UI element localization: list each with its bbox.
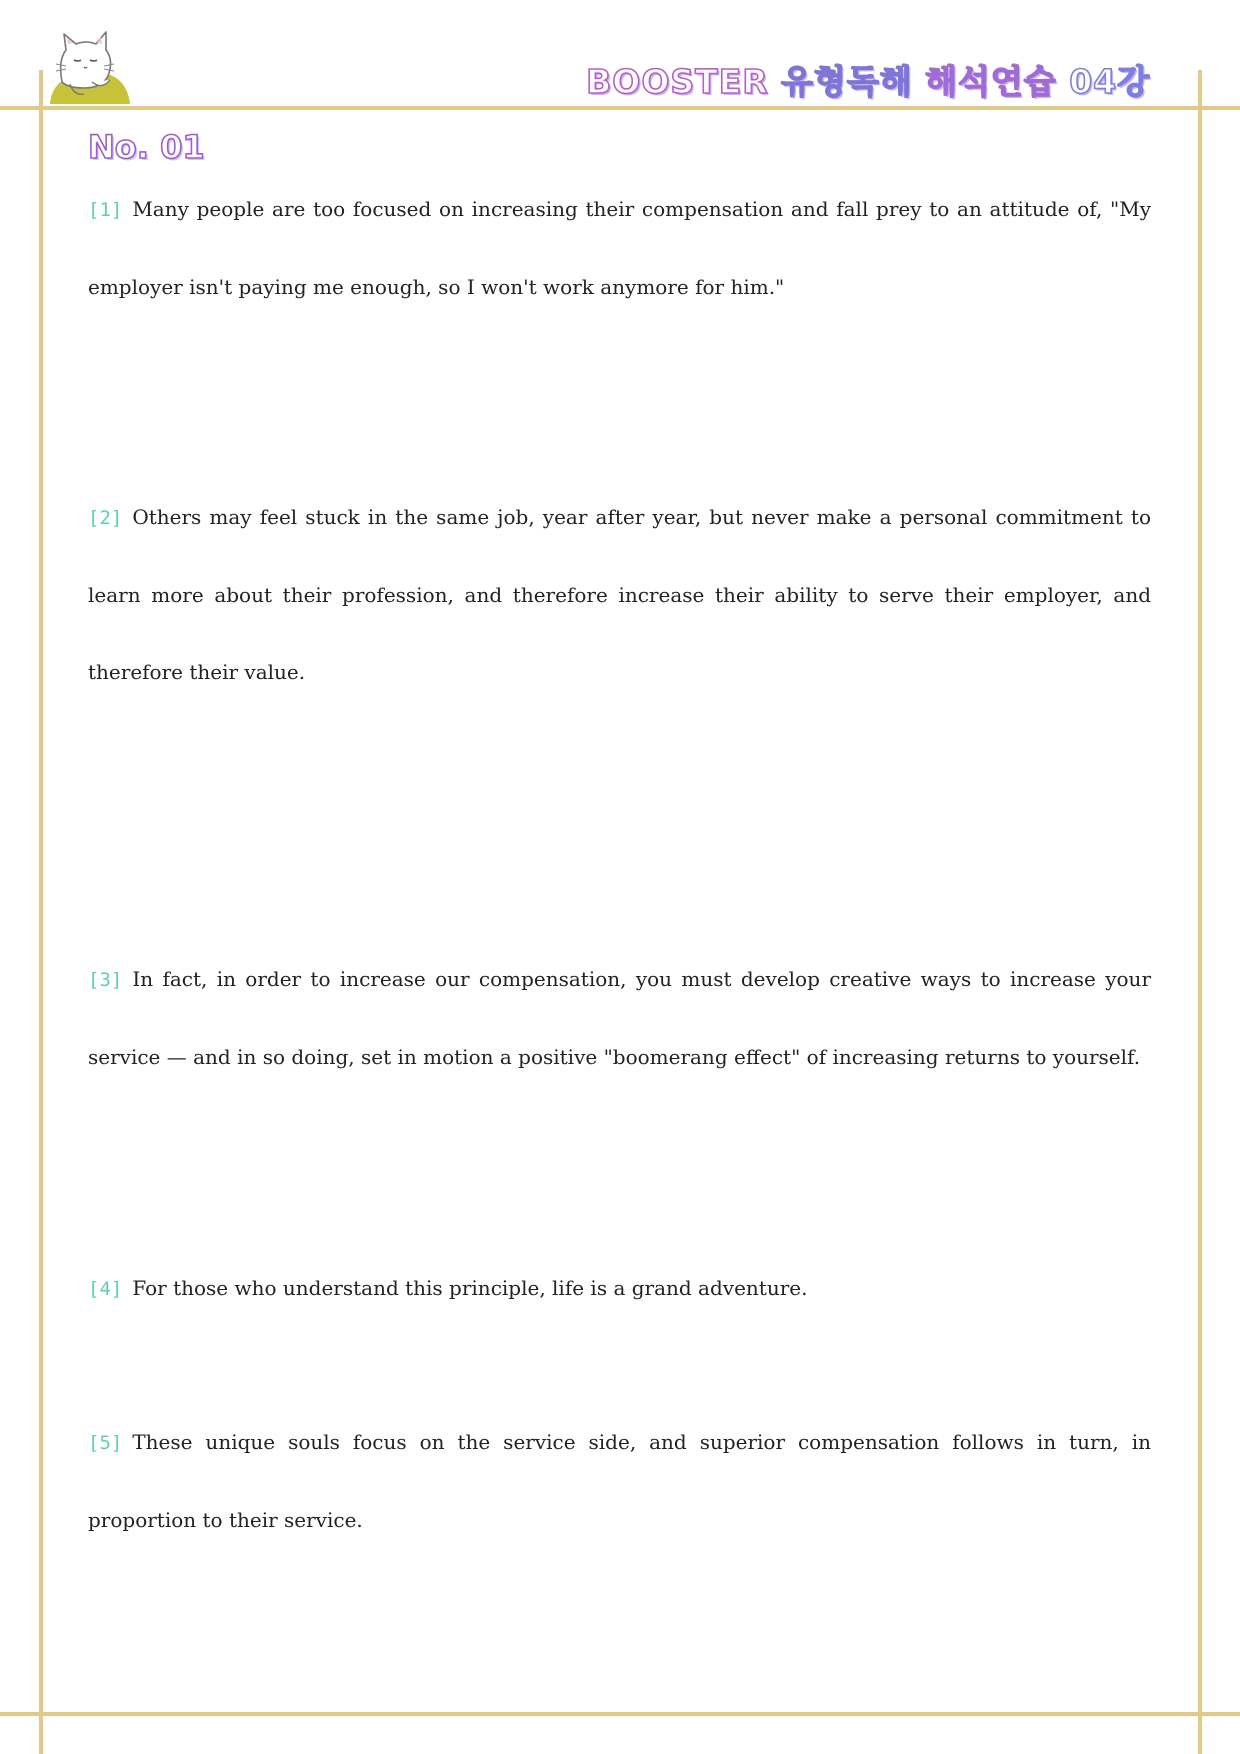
sentence-marker: [1] — [88, 199, 123, 221]
sentence-2 — [88, 479, 1151, 711]
left-margin-rule — [39, 70, 43, 1754]
sentence-marker: [4] — [88, 1278, 123, 1300]
footer-rule — [0, 1712, 1240, 1716]
header-rule — [0, 106, 1240, 110]
right-margin-rule — [1198, 70, 1202, 1754]
sentence-text: Others may feel stuck in the same job, year after year, but never make a personal commitment to learn more about their profession, and therefore increase their ability to serve their employer, and therefore their value. — [88, 505, 1151, 684]
title-brand: BOOSTER — [586, 62, 769, 101]
sleeping-cat-icon — [44, 24, 134, 104]
sentence-marker: [5] — [88, 1432, 123, 1454]
title-course: 유형독해 — [781, 62, 913, 101]
sentence-text: For those who understand this principle, life is a grand adventure. — [132, 1276, 808, 1300]
sentence-text: In fact, in order to increase our compensation, you must develop creative ways to increase your service — and in so doing, set in motion a positive "boomerang effect" of increasing returns to yourself. — [88, 967, 1151, 1069]
sentence-5 — [88, 1404, 1151, 1559]
title-lecture: 04강 — [1069, 62, 1150, 101]
title-practice: 해석연습 — [925, 62, 1057, 101]
sentence-text: Many people are too focused on increasing their compensation and fall prey to an attitude of, "My employer isn't paying me enough, so I won't work anymore for him." — [88, 197, 1151, 299]
sentence-4 — [88, 1250, 1151, 1328]
sentence-marker: [2] — [88, 507, 123, 529]
problem-number: No. 01 — [88, 128, 205, 166]
sentence-marker: [3] — [88, 969, 123, 991]
sentence-1 — [88, 171, 1151, 326]
sentence-text: These unique souls focus on the service side, and superior compensation follows in turn, in proportion to their service. — [88, 1430, 1151, 1532]
worksheet-title — [586, 56, 1150, 103]
sentence-3 — [88, 941, 1151, 1096]
